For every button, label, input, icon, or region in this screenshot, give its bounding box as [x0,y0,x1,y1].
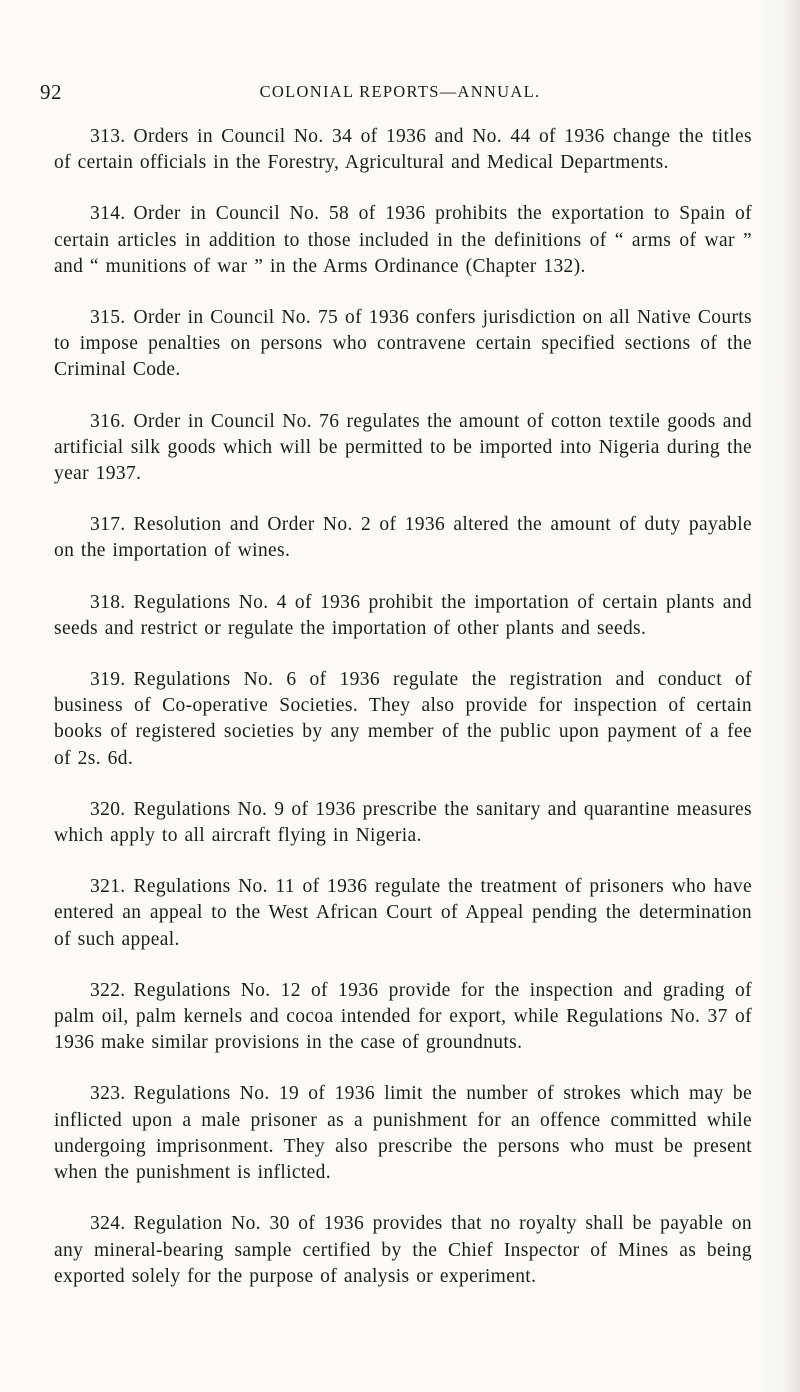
paragraph-number: 320. [90,798,126,820]
paragraph-number: 315. [90,307,126,329]
paragraph-315 [54,305,752,384]
paragraph-number: 323. [90,1083,126,1105]
paragraph-313 [54,124,752,176]
paragraph-323 [54,1081,752,1186]
running-head: COLONIAL REPORTS—ANNUAL. [259,82,541,101]
paragraph-314 [54,201,752,280]
paragraph-number: 324. [90,1213,126,1235]
paragraph-text: Regulations No. 6 of 1936 regulate the registration and conduct of business of Co-operative Societies. They also provide for inspection of certain books of registered societies by any member of the public upon payment of a fee of 2s. 6d. [54,669,752,769]
paragraph-list [54,124,752,1315]
paragraph-text: Orders in Council No. 34 of 1936 and No. 44 of 1936 change the titles of certain officials in the Forestry, Agricultural and Medical Departments. [54,126,752,174]
page-header [40,80,760,110]
paragraph-321 [54,874,752,953]
paragraph-number: 321. [90,876,126,898]
page-number: 92 [40,80,62,104]
paragraph-text: Regulations No. 12 of 1936 provide for the inspection and grading of palm oil, palm kernels and cocoa intended for export, while Regulations No. 37 of 1936 make similar provisions in the case of groundnuts. [54,979,752,1054]
paragraph-text: Order in Council No. 75 of 1936 confers jurisdiction on all Native Courts to impose penalties on persons who contravene certain specified sections of the Criminal Code. [54,307,752,381]
paragraph-text: Regulation No. 30 of 1936 provides that no royalty shall be payable on any mineral-bearing sample certified by the Chief Inspector of Mines as being exported solely for the purpose of analysis or experiment. [54,1213,752,1287]
paragraph-text: Resolution and Order No. 2 of 1936 altered the amount of duty payable on the importation of wines. [54,514,752,562]
paragraph-322 [54,978,752,1057]
paragraph-317 [54,512,752,564]
paragraph-318 [54,590,752,642]
paragraph-number: 319. [90,669,126,691]
paragraph-text: Regulations No. 4 of 1936 prohibit the importation of certain plants and seeds and restrict or regulate the importation of other plants and seeds. [54,591,752,639]
paragraph-text: Order in Council No. 58 of 1936 prohibits the exportation to Spain of certain articles in addition to those included in the definitions of “ arms of war ” and “ munitions of war ” in the Arms Ordinance (Chapter 132). [54,203,752,277]
paragraph-text: Regulations No. 19 of 1936 limit the number of strokes which may be inflicted upon a male prisoner as a punishment for an offence committed while undergoing imprisonment. They also prescribe the persons who must be present when the punishment is inflicted. [54,1083,752,1184]
paragraph-text: Regulations No. 11 of 1936 regulate the treatment of prisoners who have entered an appeal to the West African Court of Appeal pending the determination of such appeal. [54,876,752,950]
paragraph-324 [54,1211,752,1290]
paragraph-text: Regulations No. 9 of 1936 prescribe the sanitary and quarantine measures which apply to all aircraft flying in Nigeria. [54,798,752,847]
paragraph-number: 322. [90,979,126,1001]
paragraph-316 [54,409,752,488]
paragraph-number: 316. [90,410,126,432]
paragraph-number: 313. [90,126,126,147]
paragraph-text: Order in Council No. 76 regulates the amount of cotton textile goods and artificial silk goods which will be permitted to be imported into Nigeria during the year 1937. [54,410,752,485]
page-edge-shadow [760,0,800,1392]
paragraph-number: 314. [90,203,126,225]
paragraph-number: 317. [90,514,126,536]
paragraph-319 [54,667,752,772]
paragraph-number: 318. [90,591,126,613]
paragraph-320 [54,797,752,849]
